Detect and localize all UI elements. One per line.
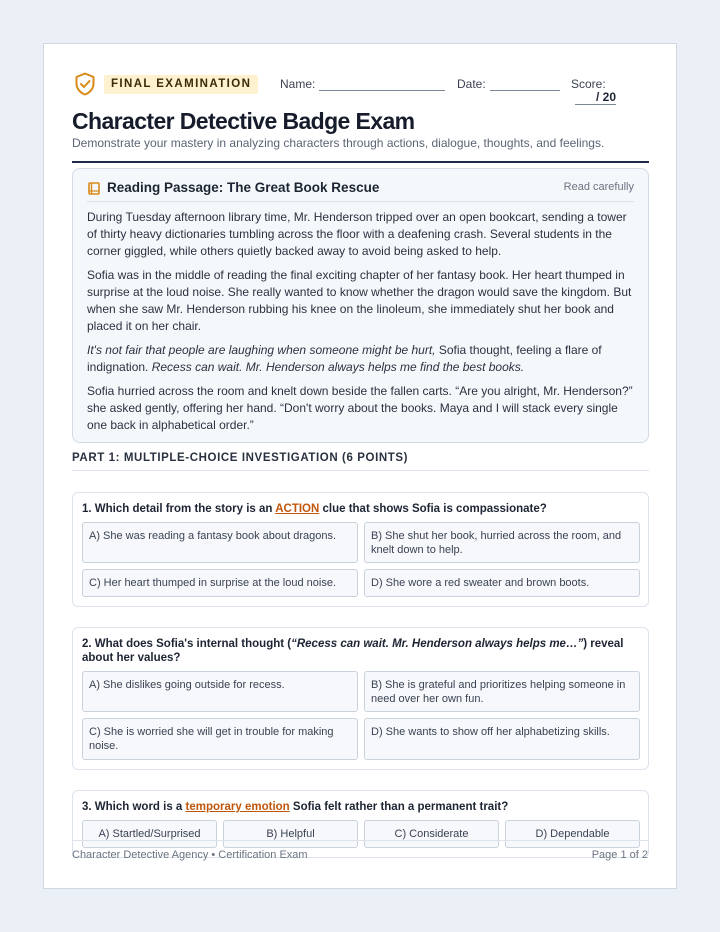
- thought-italic-2: Recess can wait. Mr. Henderson always helps me find the best books.: [151, 360, 525, 374]
- q3-text-post: Sofia felt rather than a permanent trait?: [289, 801, 509, 813]
- passage-title: Reading Passage: The Great Book Rescue: [107, 180, 380, 195]
- q3-option-b[interactable]: B) Helpful: [223, 820, 358, 848]
- shield-check-icon: [74, 72, 96, 96]
- thought-plain: Sofia thought, feeling a flare of indignation.: [87, 343, 602, 374]
- date-field[interactable]: [457, 77, 560, 91]
- score-label: Score:: [571, 77, 606, 91]
- question-1: [72, 492, 649, 607]
- q1-text-post: clue that shows Sofia is compassionate?: [319, 503, 547, 515]
- passage-header: [87, 179, 634, 202]
- q3-option-a[interactable]: A) Startled/Surprised: [82, 820, 217, 848]
- passage-paragraph-1: During Tuesday afternoon library time, Mr. Henderson tripped over an open bookcart, sending a tower of thirty heavy dictionaries tumbling across the floor with a deafening crash. Several students in the corner giggled, while others quietly backed away to avoid being asked to help.: [87, 210, 627, 258]
- q1-option-d[interactable]: D) She wore a red sweater and brown boots.: [364, 569, 640, 597]
- q1-option-b[interactable]: B) She shut her book, hurried across the room, and knelt down to help.: [364, 522, 640, 563]
- exam-content: [72, 72, 649, 858]
- question-1-options: [82, 522, 639, 597]
- thought-italic-1: It's not fair that people are laughing when someone might be hurt,: [87, 343, 436, 357]
- q2-option-c[interactable]: C) She is worried she will get in trouble for making noise.: [82, 718, 358, 760]
- part-1-title: PART 1: MULTIPLE-CHOICE INVESTIGATION (6 POINTS): [72, 452, 649, 471]
- exam-page: [43, 43, 677, 889]
- question-2: [72, 627, 649, 770]
- passage-paragraph-3: [87, 342, 634, 376]
- page-title: Character Detective Badge Exam: [72, 108, 415, 134]
- question-3-text: [82, 800, 639, 814]
- q2-quote: “Recess can wait. Mr. Henderson always helps me…”: [291, 638, 584, 650]
- q2-option-a[interactable]: A) She dislikes going outside for recess.: [82, 671, 358, 712]
- q1-highlight: ACTION: [275, 503, 320, 515]
- title-divider: [72, 161, 649, 163]
- passage-paragraph-2: Sofia was in the middle of reading the final exciting chapter of her fantasy book. Her heart thumped in surprise at the loud noise. She really wanted to know whether the dragon would save the kingdom. But when she saw Mr. Henderson rubbing his knee on the linoleum, she immediately shut her book and placed it on her chair.: [87, 268, 632, 333]
- q2-option-d[interactable]: D) She wants to show off her alphabetizing skills.: [364, 718, 640, 760]
- final-exam-badge: FINAL EXAMINATION: [104, 75, 258, 94]
- reading-passage: [72, 168, 649, 443]
- exam-header: [72, 72, 649, 104]
- score-field: [571, 77, 649, 105]
- q3-text-pre: 3. Which word is a: [82, 801, 186, 813]
- page-subtitle: Demonstrate your mastery in analyzing characters through actions, dialogue, thoughts, and feelings.: [72, 136, 605, 150]
- q3-highlight: temporary emotion: [185, 801, 290, 813]
- footer-agency: Character Detective Agency • Certification Exam: [72, 849, 308, 861]
- q3-option-d[interactable]: D) Dependable: [505, 820, 640, 848]
- read-carefully-note: Read carefully: [563, 181, 634, 193]
- passage-paragraph-4: Sofia hurried across the room and knelt down beside the fallen carts. “Are you alright, Mr. Henderson?” she asked gently, offering her hand. “Don't worry about the books. Maya and I will stack every single one back in alphabetical order.”: [87, 384, 633, 432]
- score-value: / 20: [575, 91, 616, 105]
- name-field[interactable]: [280, 77, 445, 91]
- date-label: Date:: [457, 77, 486, 91]
- question-2-text: [82, 637, 639, 665]
- question-1-text: [82, 502, 639, 516]
- q2-option-b[interactable]: B) She is grateful and prioritizes helping someone in need over her own fun.: [364, 671, 640, 712]
- q1-text-pre: 1. Which detail from the story is an: [82, 503, 276, 515]
- book-icon: [88, 182, 100, 195]
- q2-text-post: ) reveal about her values?: [82, 638, 624, 664]
- name-label: Name:: [280, 77, 316, 91]
- q2-text-pre: 2. What does Sofia's internal thought (: [82, 638, 292, 650]
- q1-option-a[interactable]: A) She was reading a fantasy book about dragons.: [82, 522, 358, 563]
- footer-page-number: Page 1 of 2: [591, 849, 648, 861]
- name-line[interactable]: [319, 80, 445, 91]
- question-2-options: [82, 671, 639, 760]
- q3-option-c[interactable]: C) Considerate: [364, 820, 499, 848]
- q1-option-c[interactable]: C) Her heart thumped in surprise at the loud noise.: [82, 569, 358, 597]
- date-line[interactable]: [490, 80, 560, 91]
- page-footer: [72, 840, 648, 861]
